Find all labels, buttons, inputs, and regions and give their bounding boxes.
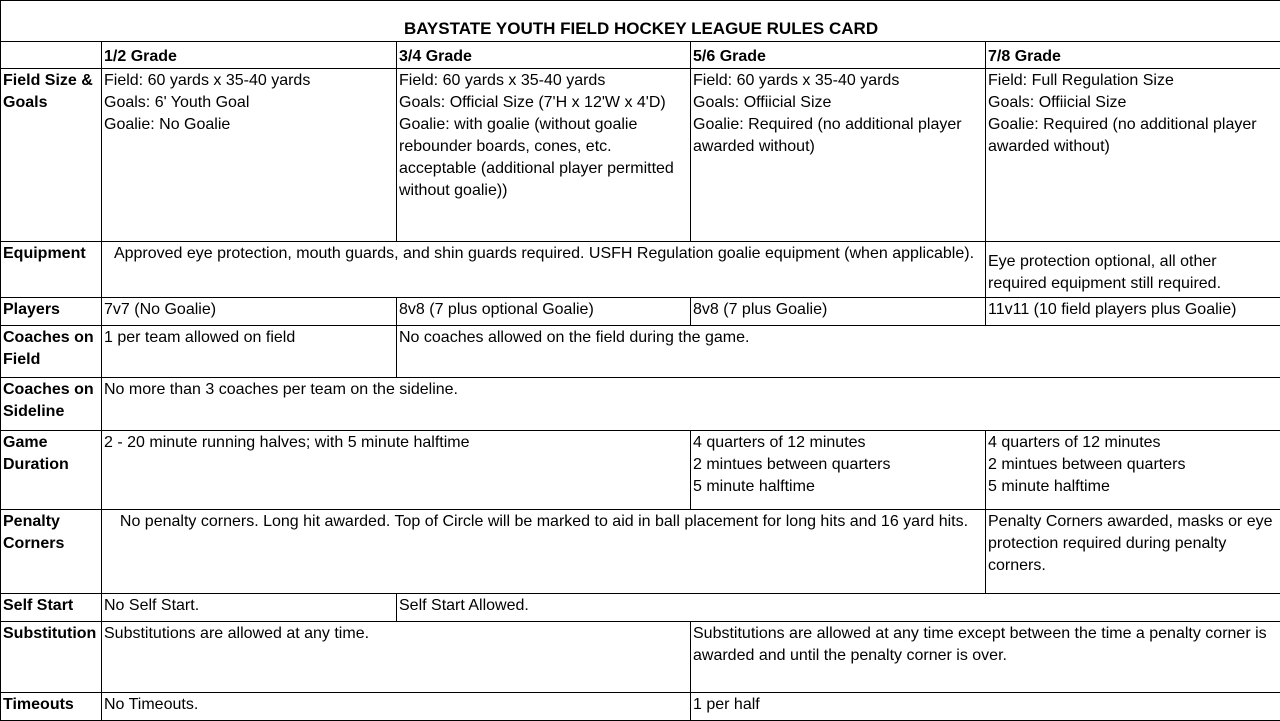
field-size-5-6-goals: Goals: Offiicial Size: [693, 92, 984, 114]
grade-header-row: [1, 42, 1280, 69]
game-duration-7-8-halftime: 5 minute halftime: [988, 476, 1279, 498]
row-penalty-corners: [1, 510, 1280, 594]
game-duration-5-6-quarters: 4 quarters of 12 minutes: [693, 432, 984, 454]
field-size-7-8: [986, 69, 1280, 242]
row-self-start: [1, 594, 1280, 622]
game-duration-5-6-halftime: 5 minute halftime: [693, 476, 984, 498]
timeouts-5-8: 1 per half: [691, 693, 1280, 721]
row-label-self-start: Self Start: [1, 594, 102, 622]
coaches-sideline-all: No more than 3 coaches per team on the sideline.: [102, 378, 1280, 431]
timeouts-1-4: No Timeouts.: [102, 693, 691, 721]
row-equipment: [1, 242, 1280, 298]
players-1-2: 7v7 (No Goalie): [102, 298, 397, 326]
row-players: [1, 298, 1280, 326]
row-label-substitution: Substitution: [1, 622, 102, 693]
row-label-coaches-sideline: Coaches on Sideline: [1, 378, 102, 431]
penalty-corners-1-6: No penalty corners. Long hit awarded. Top of Circle will be marked to aid in ball placement for long hits and 16 yard hits.: [102, 510, 986, 594]
row-coaches-field: [1, 326, 1280, 378]
row-label-timeouts: Timeouts: [1, 693, 102, 721]
players-7-8: 11v11 (10 field players plus Goalie): [986, 298, 1280, 326]
row-label-penalty-corners: Penalty Corners: [1, 510, 102, 594]
row-label-players: Players: [1, 298, 102, 326]
game-duration-5-6-between: 2 mintues between quarters: [693, 454, 984, 476]
row-label-equipment: Equipment: [1, 242, 102, 298]
equipment-grades-1-6: Approved eye protection, mouth guards, and shin guards required. USFH Regulation goalie equipment (when applicable).: [102, 242, 986, 298]
grade-header-3-4: 3/4 Grade: [397, 42, 691, 69]
grade-header-1-2: 1/2 Grade: [102, 42, 397, 69]
field-size-1-2-goals: Goals: 6' Youth Goal: [104, 92, 395, 114]
players-3-4: 8v8 (7 plus optional Goalie): [397, 298, 691, 326]
grade-header-5-6: 5/6 Grade: [691, 42, 986, 69]
penalty-corners-7-8: Penalty Corners awarded, masks or eye protection required during penalty corners.: [986, 510, 1280, 594]
game-duration-7-8-between: 2 mintues between quarters: [988, 454, 1279, 476]
field-size-3-4-goalie: Goalie: with goalie (without goalie rebounder boards, cones, etc. acceptable (additional player permitted without goalie)): [399, 114, 689, 202]
self-start-3-8: Self Start Allowed.: [397, 594, 1280, 622]
grade-header-7-8: 7/8 Grade: [986, 42, 1280, 69]
game-duration-1-4: 2 - 20 minute running halves; with 5 minute halftime: [102, 431, 691, 510]
field-size-1-2-field: Field: 60 yards x 35-40 yards: [104, 70, 395, 92]
row-label-game-duration: Game Duration: [1, 431, 102, 510]
equipment-7-8: Eye protection optional, all other required equipment still required.: [986, 242, 1280, 298]
card-title: BAYSTATE YOUTH FIELD HOCKEY LEAGUE RULES CARD: [1, 1, 1280, 42]
row-label-field-size: Field Size & Goals: [1, 69, 102, 242]
field-size-1-2-goalie: Goalie: No Goalie: [104, 114, 395, 136]
self-start-1-2: No Self Start.: [102, 594, 397, 622]
field-size-5-6-goalie: Goalie: Required (no additional player awarded without): [693, 114, 984, 158]
header-corner-cell: [1, 42, 102, 69]
row-coaches-sideline: [1, 378, 1280, 431]
field-size-5-6-field: Field: 60 yards x 35-40 yards: [693, 70, 984, 92]
field-size-3-4: [397, 69, 691, 242]
title-row: [1, 1, 1280, 42]
substitution-1-4: Substitutions are allowed at any time.: [102, 622, 691, 693]
field-size-3-4-field: Field: 60 yards x 35-40 yards: [399, 70, 689, 92]
row-field-size: [1, 69, 1280, 242]
game-duration-7-8-quarters: 4 quarters of 12 minutes: [988, 432, 1279, 454]
field-size-5-6: [691, 69, 986, 242]
substitution-5-8: Substitutions are allowed at any time except between the time a penalty corner is awarded and until the penalty corner is over.: [691, 622, 1280, 693]
field-size-1-2: [102, 69, 397, 242]
row-label-coaches-field: Coaches on Field: [1, 326, 102, 378]
field-size-3-4-goals: Goals: Official Size (7'H x 12'W x 4'D): [399, 92, 689, 114]
row-timeouts: [1, 693, 1280, 721]
game-duration-7-8: [986, 431, 1280, 510]
field-size-7-8-goals: Goals: Offiicial Size: [988, 92, 1279, 114]
row-substitution: [1, 622, 1280, 693]
coaches-field-1-2: 1 per team allowed on field: [102, 326, 397, 378]
coaches-field-3-8: No coaches allowed on the field during the game.: [397, 326, 1280, 378]
field-size-7-8-field: Field: Full Regulation Size: [988, 70, 1279, 92]
field-size-7-8-goalie: Goalie: Required (no additional player awarded without): [988, 114, 1279, 158]
players-5-6: 8v8 (7 plus Goalie): [691, 298, 986, 326]
row-game-duration: [1, 431, 1280, 510]
game-duration-5-6: [691, 431, 986, 510]
